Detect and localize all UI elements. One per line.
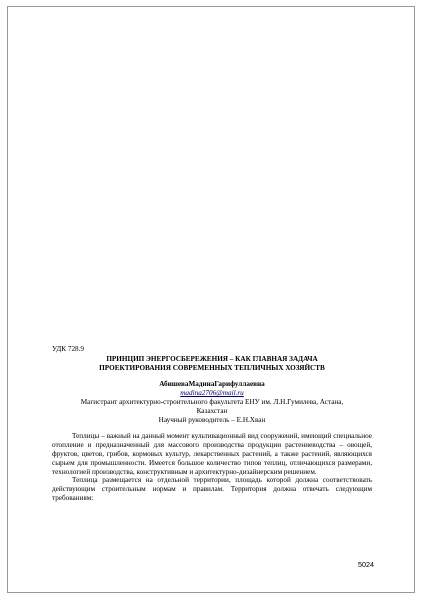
author-affiliation-line-1: Магистрант архитектурно-строительного факультета ЕНУ им. Л.Н.Гумилева, Астана, (80, 397, 344, 406)
page-border (7, 6, 415, 593)
author-block (52, 380, 372, 424)
page-number: 5024 (358, 560, 374, 569)
paper-title-line-2: ПРОЕКТИРОВАНИЯ СОВРЕМЕННЫХ ТЕПЛИЧНЫХ ХОЗЯЙСТВ (99, 363, 325, 372)
author-affiliation-line-2: Казахстан (196, 406, 228, 415)
supervisor: Научный руководитель – Е.Н.Хван (158, 415, 266, 424)
author-email-link[interactable]: madina2706@mail.ru (180, 389, 244, 398)
document-content (52, 345, 372, 503)
body-text (52, 432, 372, 502)
paragraph-2: Теплица размещается на отдельной территории, площадь которой должна соответствовать действующим строительным нормам и правилам. Территория должна отвечать следующим требованиям: (52, 476, 372, 502)
udc-code: УДК 728.9 (52, 345, 85, 353)
paper-title-line-1: ПРИНЦИП ЭНЕРГОСБЕРЕЖЕНИЯ – КАК ГЛАВНАЯ ЗАДАЧА (106, 354, 318, 363)
paragraph-1: Теплицы – важный на данный момент культивационный вид сооружений, имеющий специальное отопление и предназначенный для массового производства продукции растениеводства – овощей, фруктов, цветов, грибов, кормовых культур, лекарственных растений, а также растений, являющихся сырьем для промышленности. Имеется большое количество типов теплиц, отличающихся размерами, технологией производства, конструктивным и архитектурно-дизайнерским решением. (52, 432, 372, 476)
author-name: АбишеваМадинаГарифуллаевна (159, 380, 265, 389)
paper-title (52, 355, 372, 373)
